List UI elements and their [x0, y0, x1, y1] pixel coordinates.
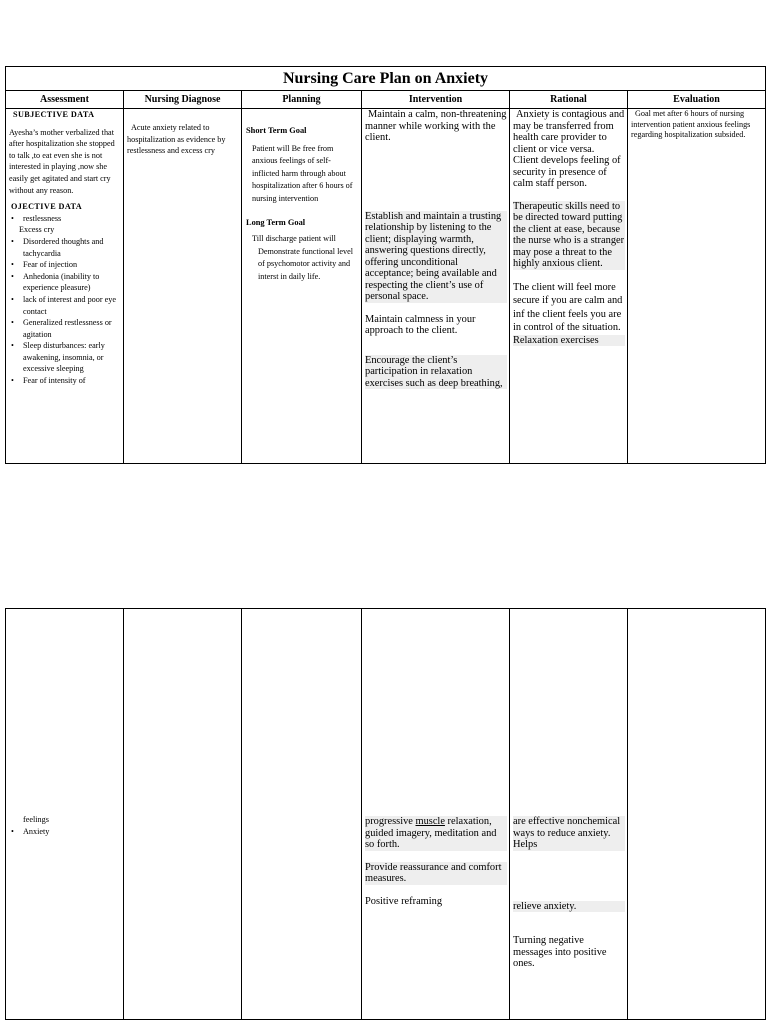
list-item: • Anhedonia (inability to experience pleasure)	[9, 271, 121, 294]
header-planning: Planning	[282, 94, 321, 105]
list-item: • Disordered thoughts and tachycardia	[9, 236, 121, 259]
table-title: Nursing Care Plan on Anxiety	[6, 67, 765, 91]
list-item: • Generalized restlessness or agitation	[9, 317, 121, 340]
subjective-data-text: Ayesha’s mother verbalized that after hospitalization she stopped to talk ,to eat even she is not interested in playing ,now she easily get agitated and start cry without any reason.	[9, 127, 115, 195]
intervention-item: Maintain a calm, non-threatening manner while working with the client.	[365, 109, 507, 143]
intervention-item: Maintain calmness in your approach to the client.	[365, 313, 476, 336]
nursing-diagnosis-text: Acute anxiety related to hospitalization as evidence by restlessness and excess cry	[127, 123, 226, 156]
list-item: • Fear of injection	[9, 259, 121, 271]
long-term-goal-heading: Long Term Goal	[246, 217, 306, 227]
rational-item: Turning negative messages into positive ones.	[513, 935, 607, 969]
assessment-continued-cell	[9, 814, 121, 837]
column-divider	[361, 91, 362, 463]
column-divider	[509, 609, 510, 1019]
intervention-continued-cell	[365, 816, 507, 907]
rational-item: relieve anxiety.	[513, 901, 625, 913]
rational-continued-cell	[513, 816, 625, 970]
header-rational: Rational	[550, 94, 587, 105]
list-item: Excess cry	[19, 225, 55, 235]
assessment-cell	[9, 109, 121, 387]
list-item: • Sleep disturbances: early awakening, insomnia, or excessive sleeping	[9, 340, 121, 375]
evaluation-text: Goal met after 6 hours of nursing intervention patient anxious feelings regarding hospitalization subsided.	[631, 109, 751, 140]
objective-data-list	[9, 213, 121, 387]
list-item: • restlessness	[9, 213, 121, 225]
rational-item: The client will feel more secure if you are calm and inf the client feels you are in control of the situation.	[513, 281, 623, 333]
long-term-goal-text: Till discharge patient will Demonstrate functional level of psychomotor activity and interst in daily life.	[252, 234, 354, 281]
rational-item: Relaxation exercises	[513, 335, 625, 347]
header-assessment: Assessment	[40, 94, 89, 105]
column-divider	[627, 609, 628, 1019]
care-plan-table-page2	[5, 608, 766, 1020]
list-item: • lack of interest and poor eye contact	[9, 294, 121, 317]
subjective-data-heading: SUBJECTIVE DATA	[13, 110, 95, 119]
column-divider	[627, 91, 628, 463]
rational-cell	[513, 109, 625, 346]
column-divider	[123, 91, 124, 463]
intervention-item	[365, 816, 507, 851]
column-divider	[241, 91, 242, 463]
short-term-goal-heading: Short Term Goal	[246, 126, 307, 135]
intervention-text-prefix: progressive	[365, 816, 416, 827]
rational-item: Client develops feeling of security in presence of calm staff person.	[513, 155, 621, 189]
care-plan-table-page1	[5, 66, 766, 464]
rational-item: Therapeutic skills need to be directed toward putting the client at ease, because the nurse who is a stranger may pose a threat to the highly anxious client.	[513, 200, 625, 269]
header-evaluation: Evaluation	[673, 94, 720, 105]
intervention-item: Establish and maintain a trusting relationship by listening to the client; displaying warmth, answering questions directly, offering unconditional acceptance; being available and respecting the client’s use of personal space.	[365, 211, 507, 303]
intervention-item: Positive reframing	[365, 895, 443, 907]
list-item: • Fear of intensity of	[9, 375, 121, 387]
objective-data-list-continued	[9, 814, 121, 837]
column-divider	[123, 609, 124, 1019]
intervention-text-suffix: relaxation, guided imagery, meditation and so forth.	[365, 816, 497, 850]
rational-item: Anxiety is contagious and may be transferred from health care provider to client or vice versa.	[513, 109, 625, 155]
column-divider	[361, 609, 362, 1019]
list-item: feelings	[23, 815, 49, 824]
list-item: • Anxiety	[9, 826, 121, 838]
muscle-link[interactable]: muscle	[415, 816, 445, 827]
intervention-item: Encourage the client’s participation in relaxation exercises such as deep breathing,	[365, 355, 507, 390]
planning-cell	[246, 125, 358, 284]
column-divider	[509, 91, 510, 463]
intervention-cell	[365, 109, 507, 389]
header-intervention: Intervention	[408, 94, 463, 105]
short-term-goal-text: Patient will Be free from anxious feelings of self-inflicted harm through about hospitalization after 6 hours of nursing intervention	[252, 143, 353, 203]
column-divider	[241, 609, 242, 1019]
rational-item: are effective nonchemical ways to reduce anxiety. Helps	[513, 816, 625, 851]
objective-data-heading: OJECTIVE DATA	[11, 202, 83, 212]
intervention-item: Provide reassurance and comfort measures.	[365, 862, 507, 885]
header-nursing-diagnose: Nursing Diagnose	[144, 94, 221, 105]
